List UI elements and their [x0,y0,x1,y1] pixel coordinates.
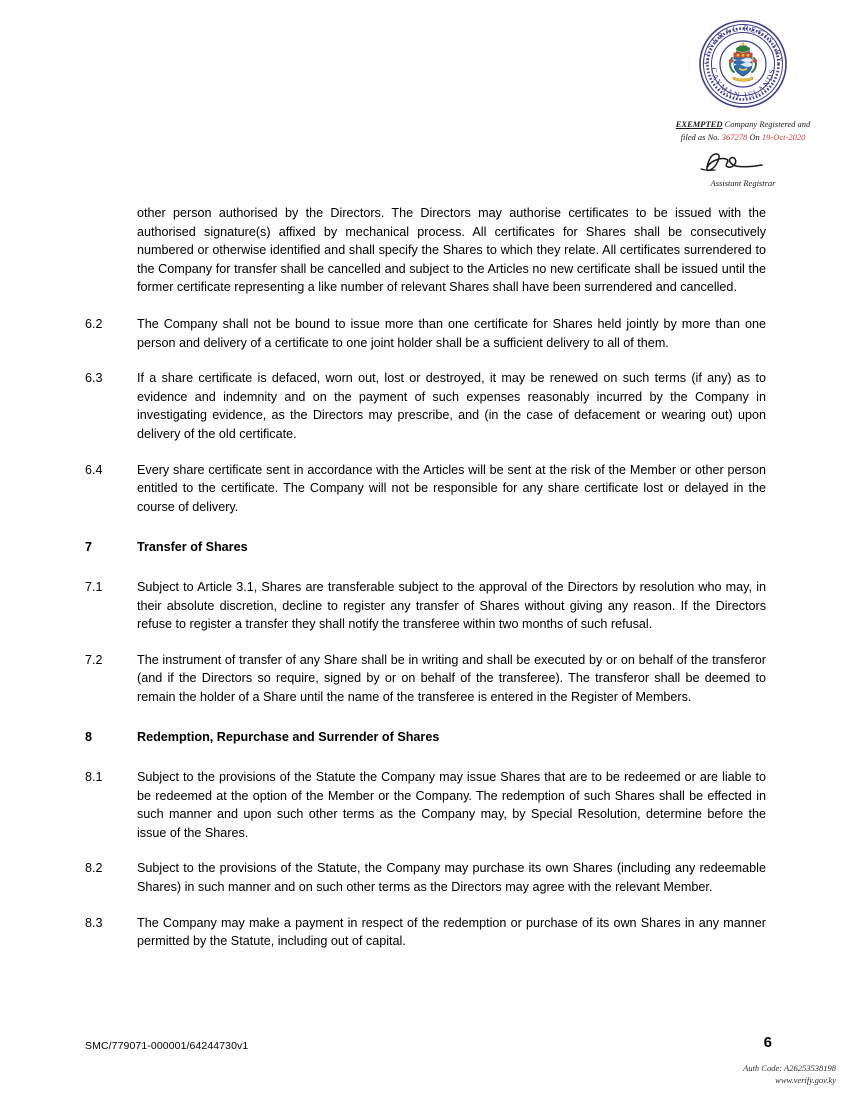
clause-7-1 [85,578,766,634]
clause-8-1 [85,768,766,842]
registrar-signature [648,147,838,177]
clause-body: If a share certificate is defaced, worn out, lost or destroyed, it may be renewed on such terms (if any) as to evidence and indemnity and on the payment of such expenses reasonably incurred by the Company in investigating evidence, as the Directors may prescribe, and (in the case of defacement or wearing out) upon delivery of the old certificate. [137,371,766,441]
footer-verify-url: www.verify.gov.ky [775,1075,836,1085]
section-heading-7 [85,538,766,557]
clause-number: 7.2 [85,652,103,667]
document-body [85,204,766,968]
section-title: Redemption, Repurchase and Surrender of Shares [137,730,440,745]
stamp-registration-line-2 [648,131,838,144]
footer-page-number: 6 [763,1034,772,1051]
clause-8-2 [85,859,766,896]
clause-7-2 [85,651,766,707]
stamp-registered-text: Company Registered and [722,119,811,129]
clause-6-2 [85,315,766,352]
registry-seal [648,14,838,114]
stamp-filing-date: 19-Oct-2020 [761,132,806,142]
clause-number: 6.2 [85,316,103,331]
svg-text:CAYMAN ISLANDS: CAYMAN ISLANDS [708,66,778,101]
clause-6-3 [85,369,766,443]
signature-icon [689,147,797,177]
stamp-registration-line-1 [648,118,838,131]
clause-number: 8.3 [85,915,103,930]
clause-body: The instrument of transfer of any Share shall be in writing and shall be executed by or on behalf of the transferor (and if the Directors so require, signed by or on behalf of the transferee). The transferor shall be deemed to remain the holder of a Share until the name of the transferee is entered in the Register of Members. [137,652,766,704]
stamp-on-label: On [747,132,762,142]
section-heading-8 [85,728,766,747]
section-number: 8 [85,730,93,745]
clause-body: The Company may make a payment in respect of the redemption or purchase of its own Shares in any manner permitted by the Statute, including out of capital. [137,915,766,949]
footer-document-reference: SMC/779071-000001/64244730v1 [85,1040,249,1052]
clause-number: 7.1 [85,579,103,594]
registry-stamp-block [648,14,838,188]
clause-body: Subject to Article 3.1, Shares are transferable subject to the approval of the Directors by resolution who may, in their absolute discretion, decline to register any transfer of Shares without giving any reason. If the Directors refuse to register a transfer they shall notify the transferee within two months of such refusal. [137,579,766,632]
section-number: 7 [85,540,93,555]
clause-body: other person authorised by the Directors. The Directors may authorise certificates to be issued with the authorised signature(s) affixed by mechanical process. All certificates for Shares shall be consecutively numbered or otherwise identified and shall specify the Shares to which they relate. All certificates surrendered to the Company for transfer shall be cancelled and subject to the Articles no new certificate shall be issued until the former certificate representing a like number of relevant Shares shall have been surrendered and cancelled. [137,206,766,295]
clause-number: 8.1 [85,770,103,785]
assistant-registrar-label: Assistant Registrar [710,178,776,188]
footer-verification-block [743,1062,836,1086]
clause-8-3 [85,914,766,951]
svg-text:GENERAL REGISTRY: GENERAL REGISTRY [700,23,786,65]
coat-of-arms-icon [729,42,757,81]
clause-6-1-continuation [85,204,766,297]
clause-number: 6.4 [85,462,103,477]
clause-6-4 [85,461,766,517]
footer-auth-code: Auth Code: A26253538198 [743,1063,836,1073]
general-registry-seal-icon [689,14,797,114]
clause-body: The Company shall not be bound to issue more than one certificate for Shares held jointly by more than one person and delivery of a certificate to one joint holder shall be a sufficient delivery to all of them. [137,316,766,350]
clause-body: Subject to the provisions of the Statute, the Company may purchase its own Shares (including any redeemable Shares) in such manner and on such other terms as the Directors may agree with the relevant Member. [137,861,766,895]
section-title: Transfer of Shares [137,540,248,555]
clause-number: 8.2 [85,861,103,876]
clause-body: Subject to the provisions of the Statute the Company may issue Shares that are to be redeemed or are liable to be redeemed at the option of the Member or the Company. The redemption of such Shares shall be effected in such manner and upon such other terms as the Company may, by Special Resolution, determine before the issue of the Shares. [137,770,766,840]
stamp-file-number: 367278 [721,132,748,142]
stamp-exempted-label: EXEMPTED [675,119,723,129]
stamp-filed-as-label: filed as No. [680,132,722,142]
clause-body: Every share certificate sent in accordance with the Articles will be sent at the risk of the Member or other person entitled to the certificate. The Company will not be responsible for any share certificate lost or delayed in the course of delivery. [137,462,766,514]
clause-number: 6.3 [85,371,103,386]
